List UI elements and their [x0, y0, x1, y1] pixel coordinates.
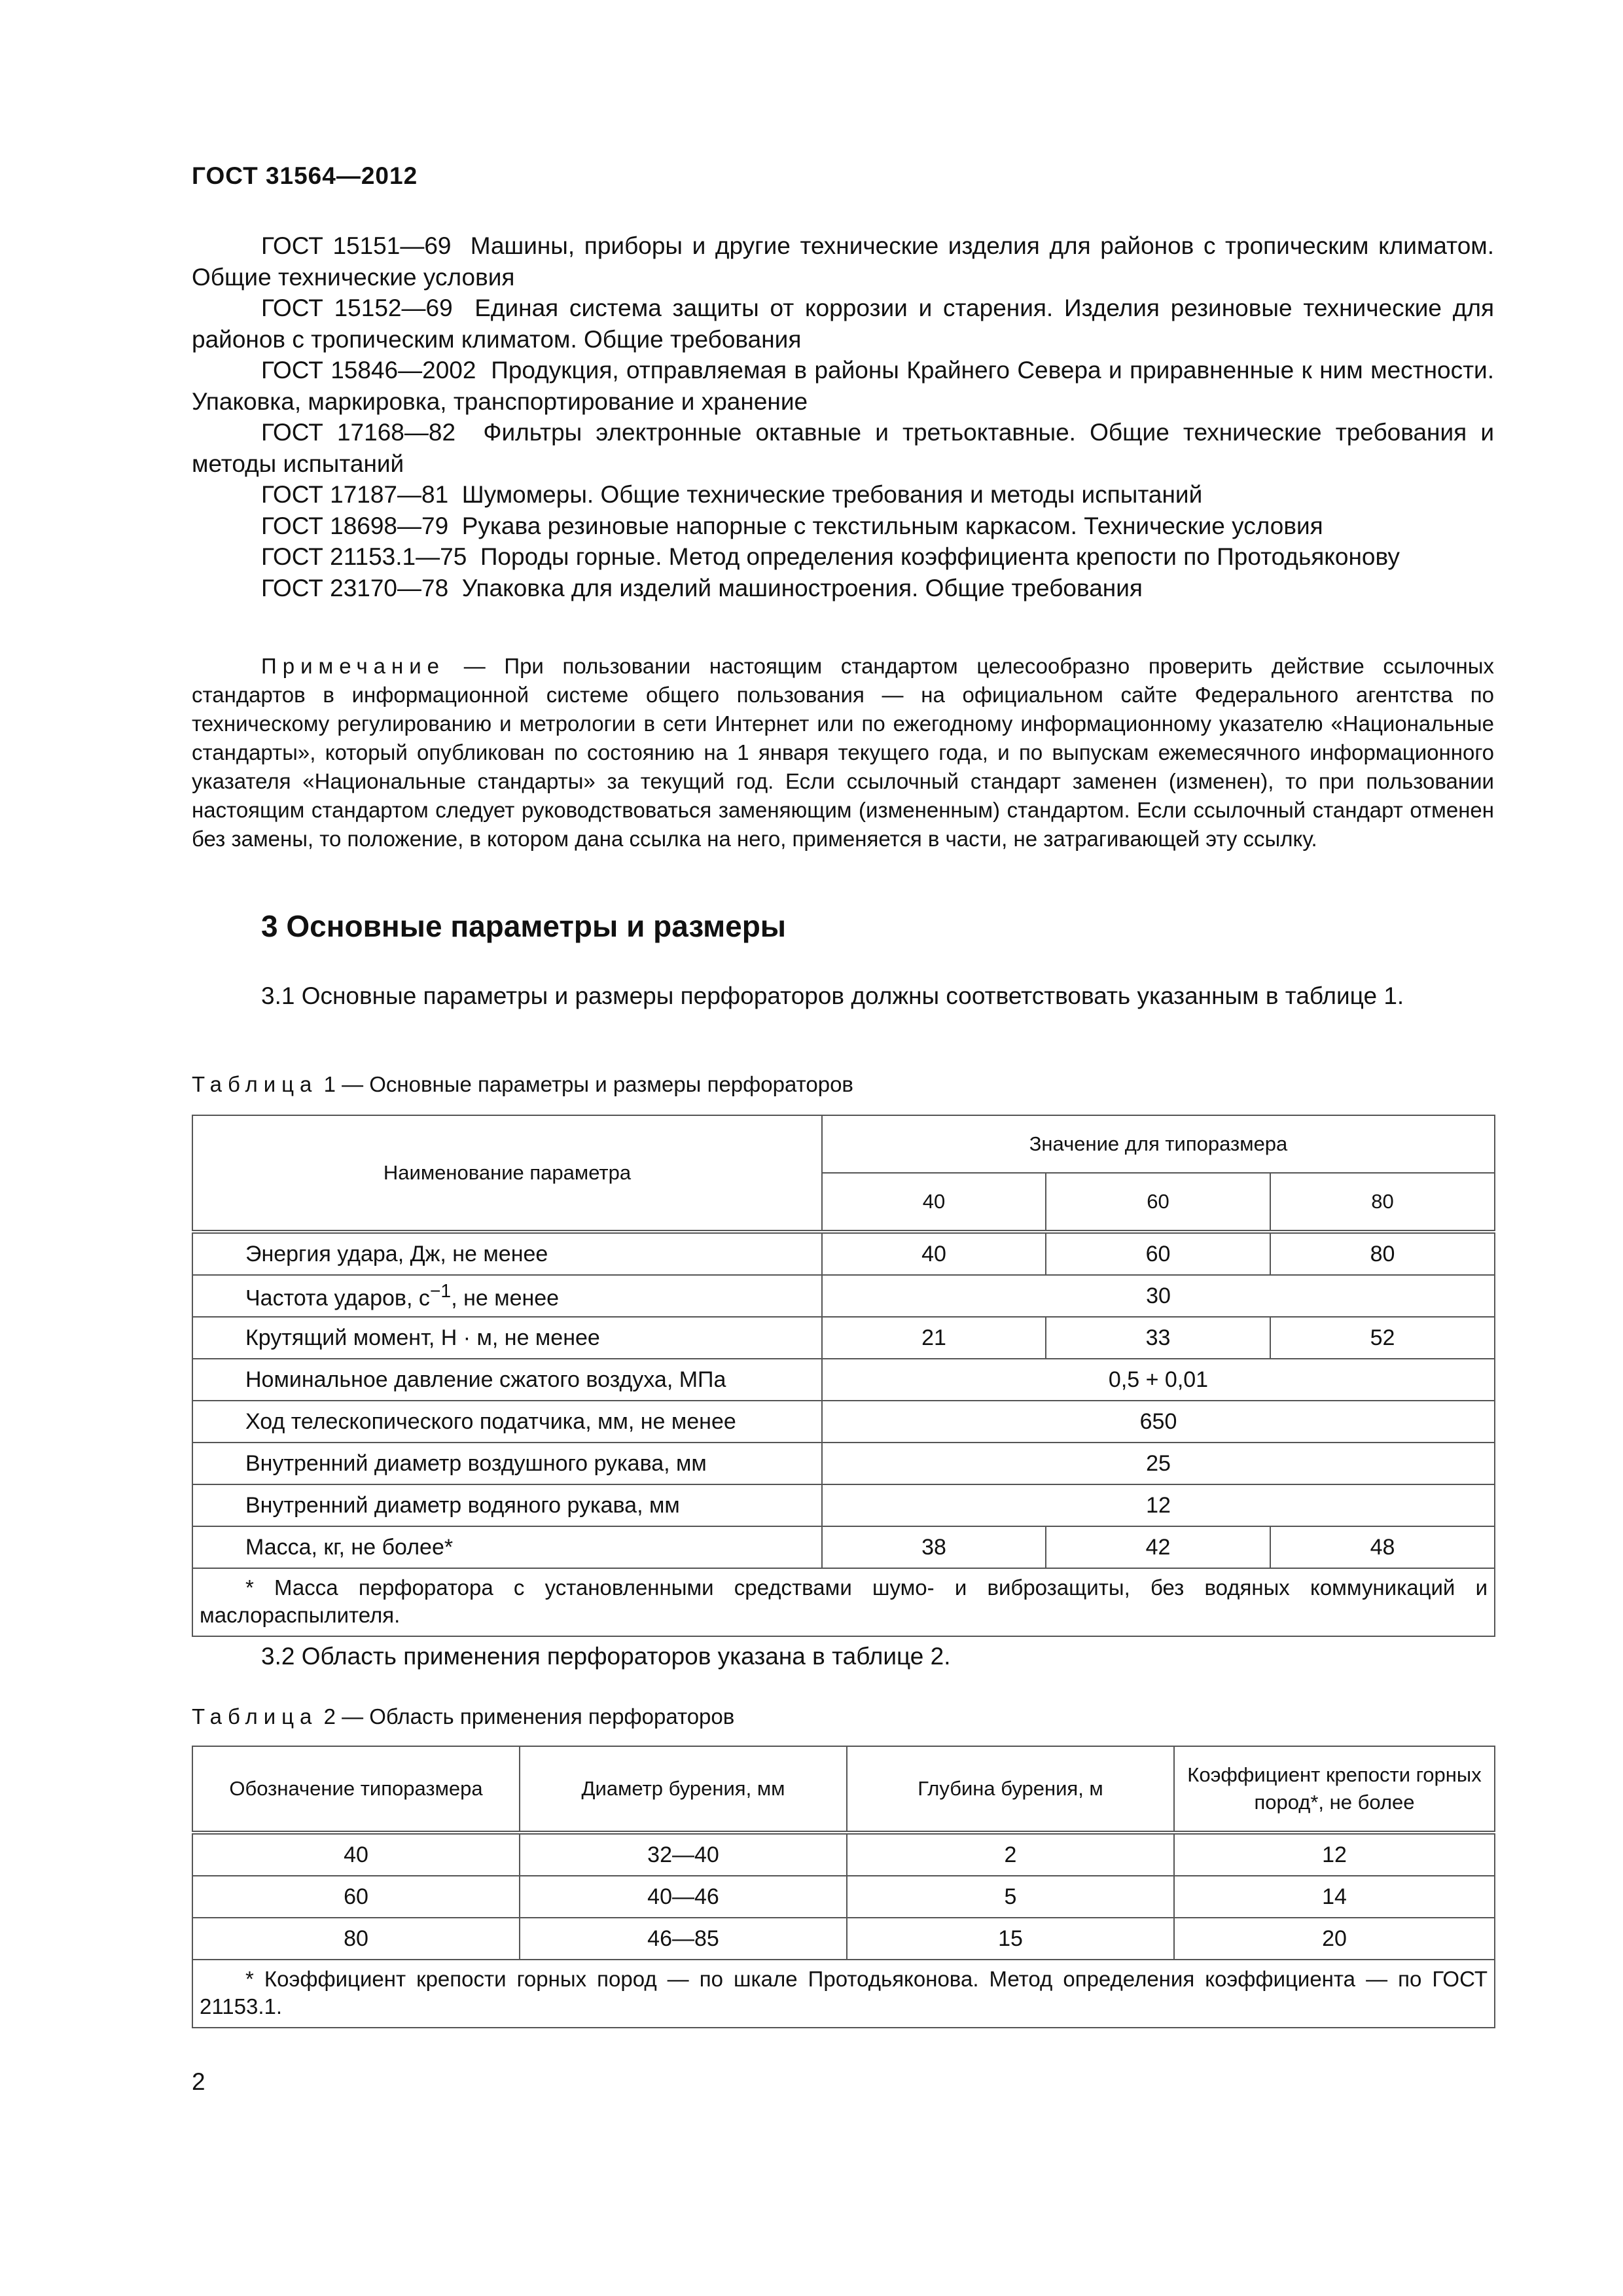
paragraph-3-1: 3.1 Основные параметры и размеры перфораторов должны соответствовать указанным в таблице 1. [261, 982, 1404, 1009]
table-row [192, 1401, 1495, 1443]
param-value: 42 [1046, 1526, 1270, 1568]
table-cell: 15 [847, 1918, 1174, 1960]
param-value: 30 [822, 1275, 1495, 1317]
table-row [192, 1359, 1495, 1401]
reference-item: ГОСТ 15152—69 Единая система защиты от коррозии и старения. Изделия резиновые технические для районов с тропическим климатом. Общие требования [192, 295, 1495, 353]
param-value: 60 [1046, 1232, 1270, 1275]
table-cell: 40 [192, 1833, 520, 1876]
param-value: 40 [822, 1232, 1046, 1275]
table2-caption: Таблица 2 — Область применения перфораторов [192, 1704, 735, 1729]
param-value: 38 [822, 1526, 1046, 1568]
table-row [192, 1484, 1495, 1526]
table-cell: 2 [847, 1833, 1174, 1876]
table-row [192, 1876, 1495, 1918]
table-cell: 80 [192, 1918, 520, 1960]
header-size-designation: Обозначение типоразмера [192, 1746, 520, 1833]
reference-item: ГОСТ 18698—79 Рукава резиновые напорные с текстильным каркасом. Технические условия [261, 512, 1323, 539]
table-cell: 5 [847, 1876, 1174, 1918]
note-label: Примечание [261, 654, 446, 678]
table-cell: 40—46 [520, 1876, 847, 1918]
param-value: 33 [1046, 1317, 1270, 1359]
table-row [192, 1232, 1495, 1275]
param-name: Номинальное давление сжатого воздуха, МПа [192, 1359, 822, 1401]
application-table [192, 1746, 1495, 2028]
header-size-group: Значение для типоразмера [822, 1115, 1495, 1173]
table-row [192, 1918, 1495, 1960]
table-row [192, 1833, 1495, 1876]
param-name: Крутящий момент, Н · м, не менее [192, 1317, 822, 1359]
table-row [192, 1275, 1495, 1317]
reference-item: ГОСТ 15846—2002 Продукция, отправляемая в районы Крайнего Севера и приравненные к ним местности. Упаковка, маркировка, транспортирование и хранение [192, 357, 1495, 415]
table-cell: 46—85 [520, 1918, 847, 1960]
param-name: Ход телескопического податчика, мм, не менее [192, 1401, 822, 1443]
header-parameter-name: Наименование параметра [192, 1115, 822, 1232]
table-row [192, 1443, 1495, 1484]
table-row [192, 1526, 1495, 1568]
param-name: Внутренний диаметр воздушного рукава, мм [192, 1443, 822, 1484]
reference-item: ГОСТ 17168—82 Фильтры электронные октавные и третьоктавные. Общие технические требования и методы испытаний [192, 419, 1495, 477]
param-value: 48 [1270, 1526, 1495, 1568]
reference-item: ГОСТ 21153.1—75 Породы горные. Метод определения коэффициента крепости по Протодьяконову [261, 543, 1400, 570]
param-name: Частота ударов, $с^{-1}$, не менее [192, 1275, 822, 1317]
header-drill-diameter: Диаметр бурения, мм [520, 1746, 847, 1833]
table-cell: 12 [1174, 1833, 1495, 1876]
param-name: Масса, кг, не более* [192, 1526, 822, 1568]
param-value: 12 [822, 1484, 1495, 1526]
reference-item: ГОСТ 23170—78 Упаковка для изделий машиностроения. Общие требования [261, 574, 1143, 601]
header-size: 60 [1046, 1173, 1270, 1232]
param-name: Энергия удара, Дж, не менее [192, 1232, 822, 1275]
page-number: 2 [192, 2068, 205, 2095]
table-cell: 60 [192, 1876, 520, 1918]
param-value: 52 [1270, 1317, 1495, 1359]
paragraph-3-2: 3.2 Область применения перфораторов указана в таблице 2. [261, 1643, 951, 1670]
note-paragraph [192, 652, 1494, 853]
header-rock-hardness: Коэффициент крепости горных пород*, не более [1174, 1746, 1495, 1833]
table-row [192, 1317, 1495, 1359]
document-code-header: ГОСТ 31564—2012 [192, 162, 418, 189]
param-value: 0,5 + 0,01 [822, 1359, 1495, 1401]
header-size: 40 [822, 1173, 1046, 1232]
param-name: Внутренний диаметр водяного рукава, мм [192, 1484, 822, 1526]
table-cell: 32—40 [520, 1833, 847, 1876]
reference-item: ГОСТ 15151—69 Машины, приборы и другие технические изделия для районов с тропическим климатом. Общие технические условия [192, 232, 1494, 291]
table-cell: 14 [1174, 1876, 1495, 1918]
table-footnote-row [192, 1960, 1495, 2028]
parameters-table [192, 1115, 1495, 1637]
param-value: 650 [822, 1401, 1495, 1443]
header-drill-depth: Глубина бурения, м [847, 1746, 1174, 1833]
note-text: — При пользовании настоящим стандартом целесообразно проверить действие ссылочных стандартов в информационной системе общего пользования — на официальном сайте Федерального агентства по техническому регулированию и метрологии в сети Интернет или по ежегодному информационному указателю «Национальные стандарты», который опубликован по состоянию на 1 января текущего года, и по выпускам ежемесячного информационного указателя «Национальные стандарты» за текущий год. Если ссылочный стандарт заменен (изменен), то при пользовании настоящим стандартом следует руководствоваться заменяющим (измененным) стандартом. Если ссылочный стандарт отменен без замены, то положение, в котором дана ссылка на него, применяется в части, не затрагивающей эту ссылку. [192, 654, 1495, 851]
table2-footnote: * Коэффициент крепости горных пород — по шкале Протодьяконова. Метод определения коэффициента — по ГОСТ 21153.1. [192, 1960, 1495, 2028]
section-title: 3 Основные параметры и размеры [261, 909, 787, 943]
param-value: 25 [822, 1443, 1495, 1484]
table1-footnote: * Масса перфоратора с установленными средствами шумо- и виброзащиты, без водяных коммуникаций и маслораспылителя. [192, 1568, 1495, 1636]
header-size: 80 [1270, 1173, 1495, 1232]
table-cell: 20 [1174, 1918, 1495, 1960]
table1-caption: Таблица 1 — Основные параметры и размеры перфораторов [192, 1072, 853, 1096]
param-value: 80 [1270, 1232, 1495, 1275]
param-value: 21 [822, 1317, 1046, 1359]
reference-item: ГОСТ 17187—81 Шумомеры. Общие технические требования и методы испытаний [261, 481, 1203, 508]
normative-references [192, 230, 1494, 603]
table-footnote-row [192, 1568, 1495, 1636]
